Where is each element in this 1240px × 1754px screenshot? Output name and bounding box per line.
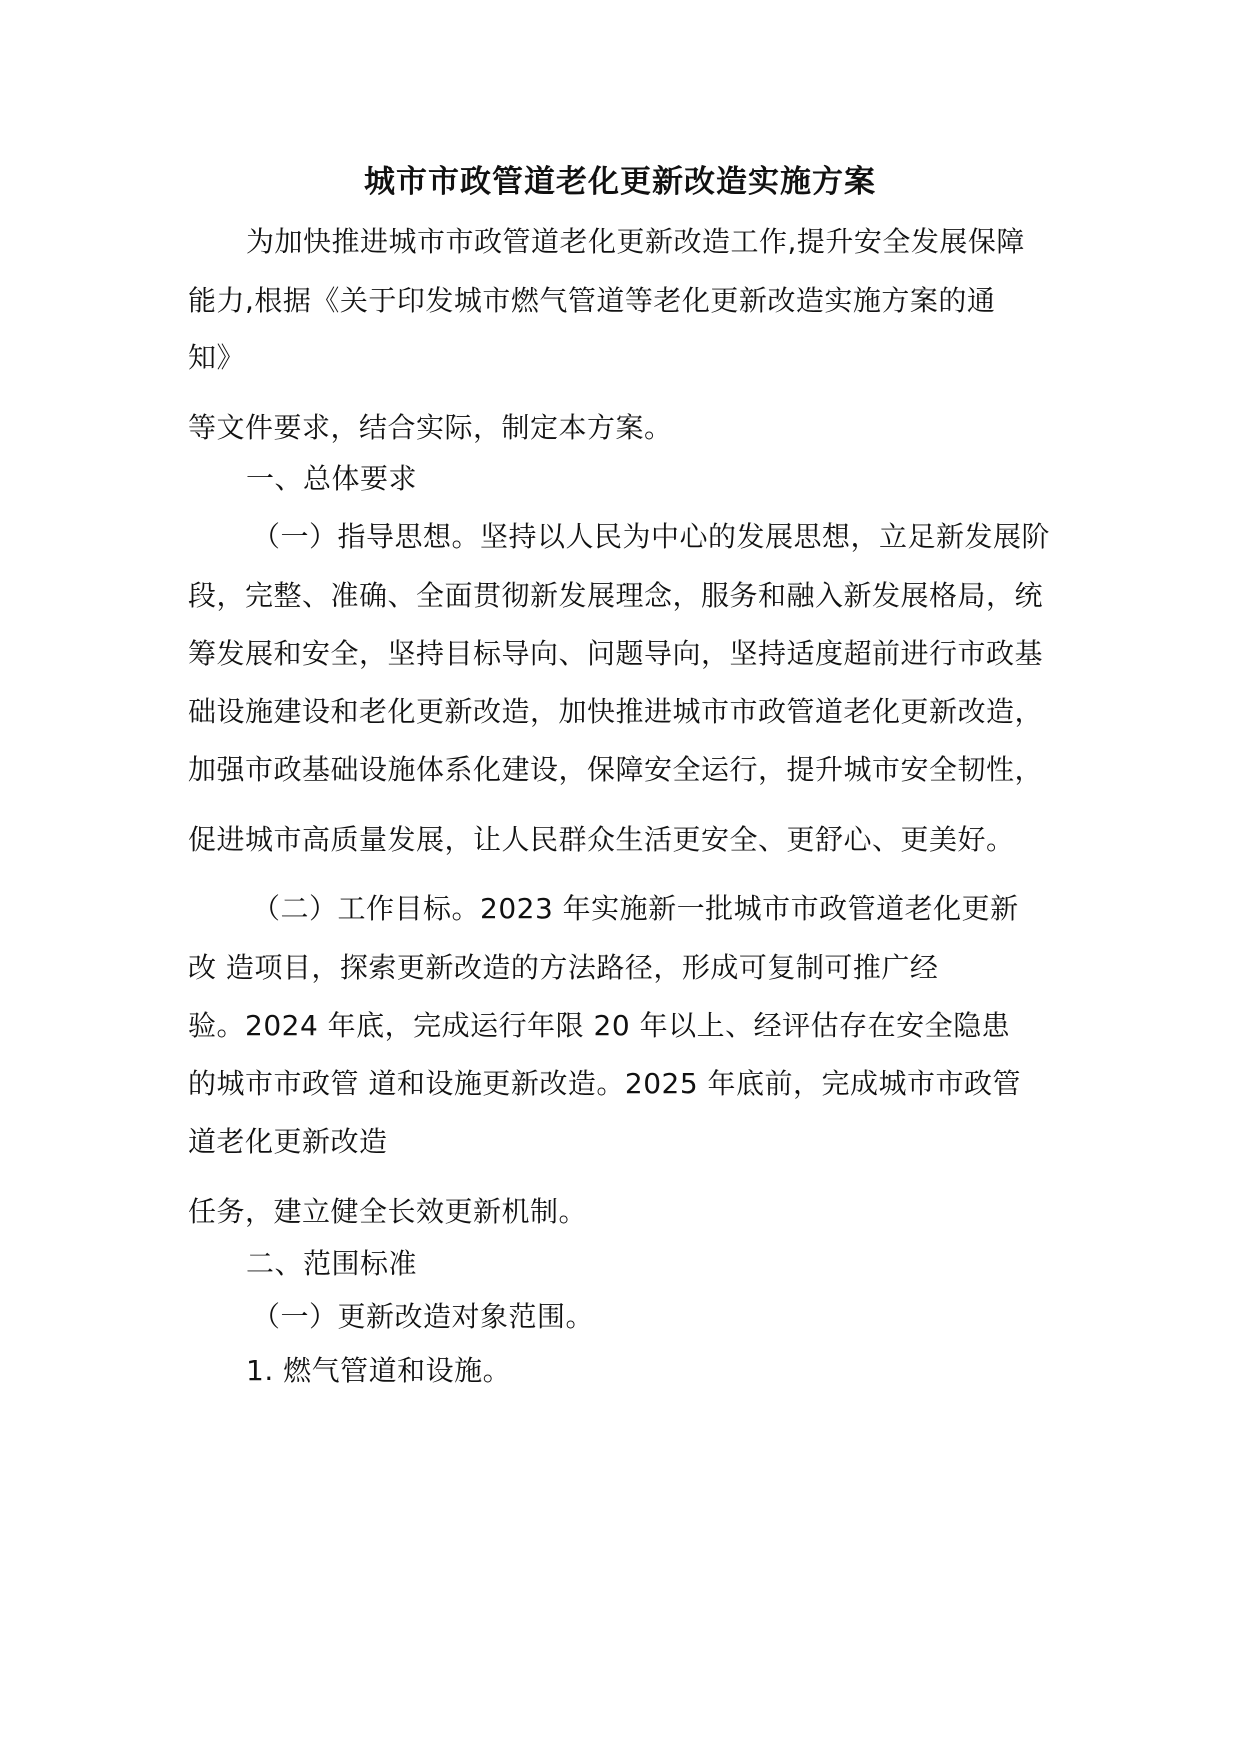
- paragraph-line: 知》: [188, 341, 246, 374]
- paragraph-line: （一）指导思想。坚持以人民为中心的发展思想，立足新发展阶: [252, 520, 1051, 553]
- paragraph-line: 段，完整、准确、全面贯彻新发展理念，服务和融入新发展格局，统: [188, 579, 1044, 612]
- paragraph-line: （二）工作目标。2023 年实施新一批城市市政管道老化更新: [252, 892, 1019, 925]
- paragraph-line: 验。2024 年底，完成运行年限 20 年以上、经评估存在安全隐患: [188, 1009, 1011, 1042]
- subsection-heading: （一）更新改造对象范围。: [252, 1300, 595, 1333]
- paragraph-line: 的城市市政管 道和设施更新改造。2025 年底前，完成城市市政管: [188, 1067, 1022, 1100]
- paragraph-line: 筹发展和安全，坚持目标导向、问题导向，坚持适度超前进行市政基: [188, 637, 1044, 670]
- paragraph-line: 加强市政基础设施体系化建设，保障安全运行，提升城市安全韧性，: [188, 753, 1044, 786]
- paragraph-line: 改 造项目，探索更新改造的方法路径，形成可复制可推广经: [188, 951, 939, 984]
- section-heading: 一、总体要求: [246, 462, 418, 495]
- list-item: 1. 燃气管道和设施。: [246, 1354, 512, 1387]
- paragraph-line: 任务，建立健全长效更新机制。: [188, 1195, 588, 1228]
- document-title: 城市市政管道老化更新改造实施方案: [364, 164, 876, 200]
- paragraph-line: 等文件要求，结合实际，制定本方案。: [188, 411, 673, 444]
- paragraph-line: 能力,根据《关于印发城市燃气管道等老化更新改造实施方案的通: [188, 284, 996, 317]
- section-heading: 二、范围标准: [246, 1247, 418, 1280]
- paragraph-line: 为加快推进城市市政管道老化更新改造工作,提升安全发展保障: [246, 225, 1025, 258]
- paragraph-line: 促进城市高质量发展，让人民群众生活更安全、更舒心、更美好。: [188, 823, 1015, 856]
- paragraph-line: 础设施建设和老化更新改造，加快推进城市市政管道老化更新改造，: [188, 695, 1044, 728]
- paragraph-line: 道老化更新改造: [188, 1125, 388, 1158]
